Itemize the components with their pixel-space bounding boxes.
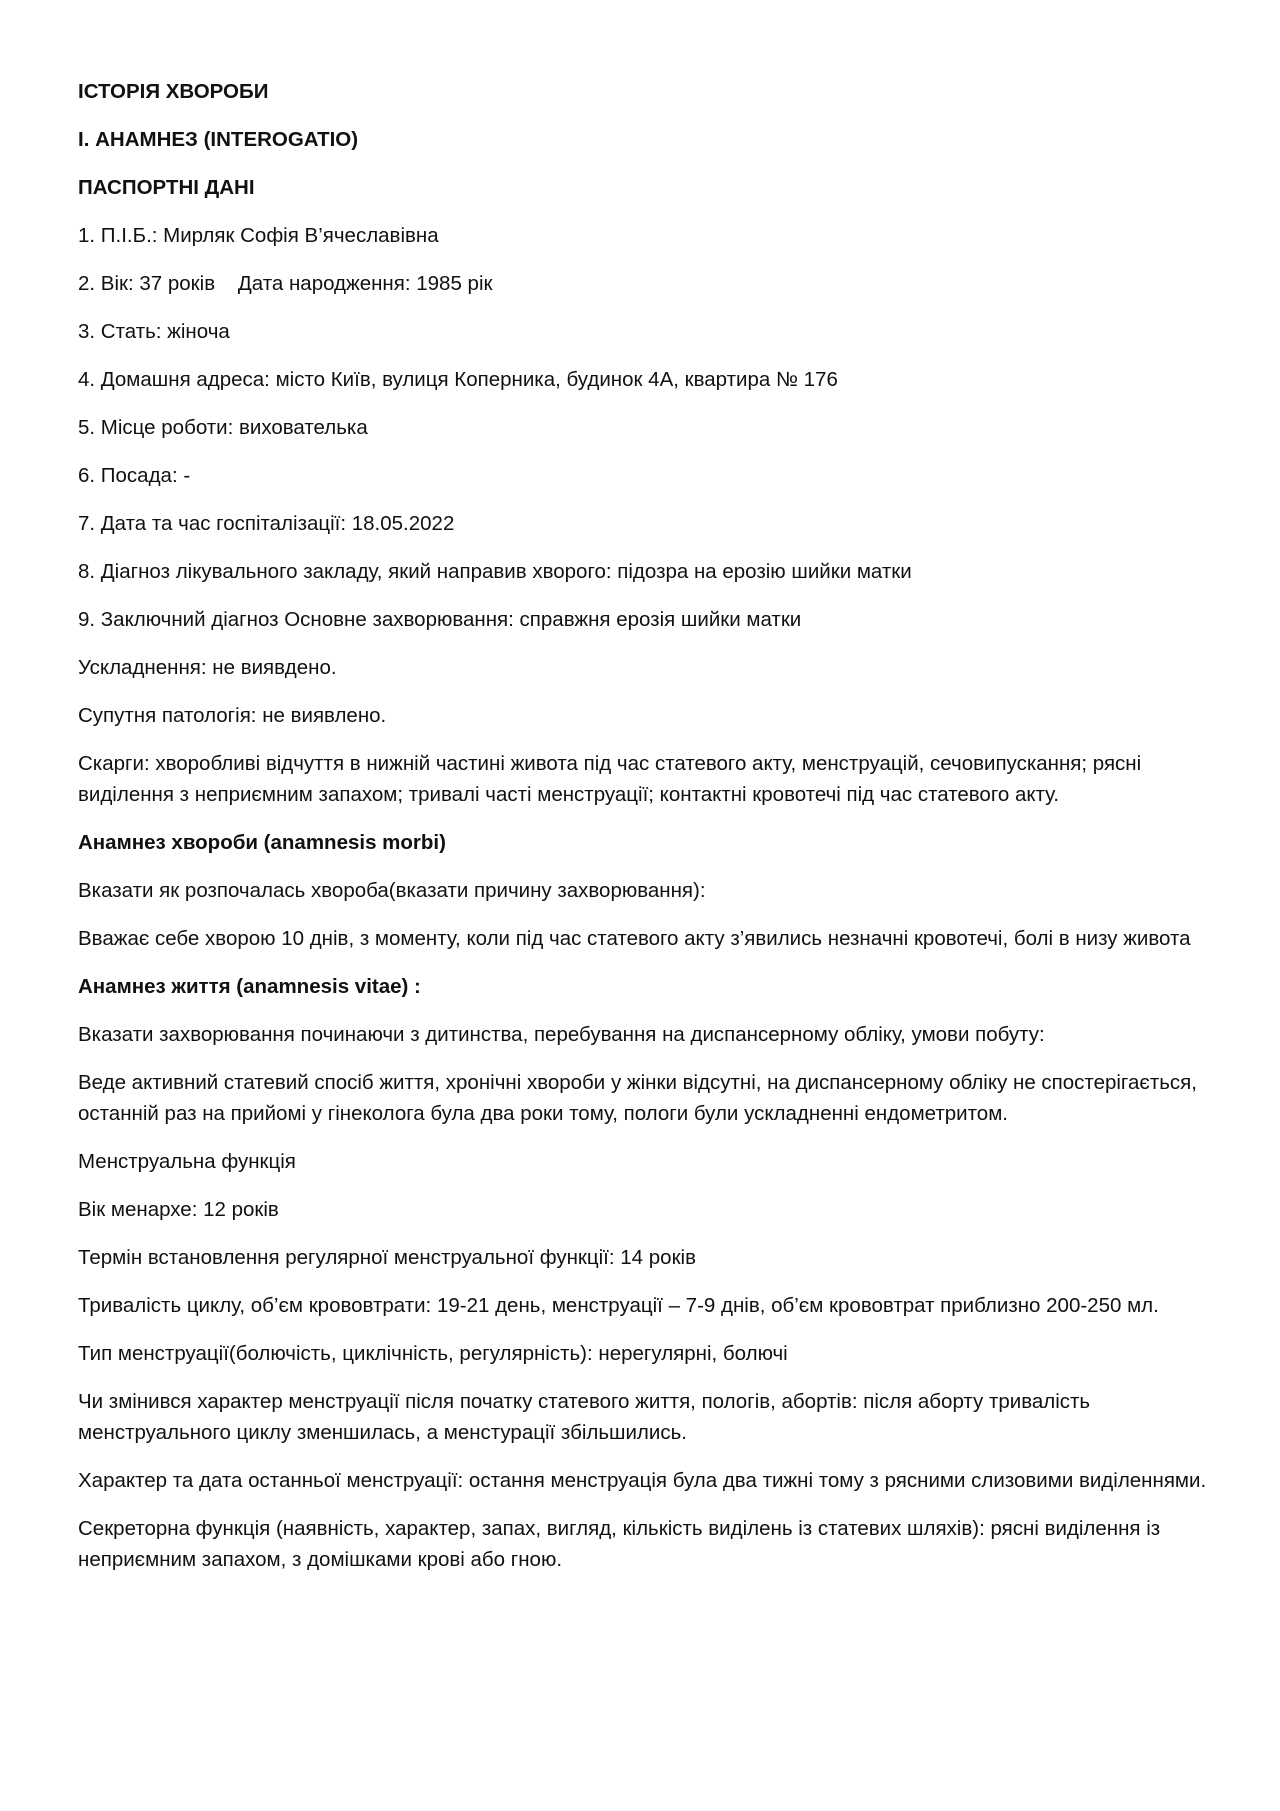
field-age-dob: 2. Вік: 37 років Дата народження: 1985 рік [78,272,493,295]
morbi-prompt: Вказати як розпочалась хвороба(вказати причину захворювання): [78,879,706,902]
vitae-prompt: Вказати захворювання починаючи з дитинства, перебування на диспансерному обліку, умови побуту: [78,1023,1045,1046]
field-admission: 7. Дата та час госпіталізації: 18.05.2022 [78,512,455,535]
menstrual-last: Характер та дата останньої менструації: остання менструація була два тижні тому з рясними слизовими виділеннями. [78,1469,1207,1492]
field-address: 4. Домашня адреса: місто Київ, вулиця Коперника, будинок 4А, квартира № 176 [78,368,838,391]
menstrual-cycle: Тривалість циклу, об’єм крововтрати: 19-21 день, менструації – 7-9 днів, об’єм крововтрат приблизно 200-250 мл. [78,1294,1159,1317]
field-name: 1. П.І.Б.: Мирляк Софія В’ячеславівна [78,224,439,247]
field-workplace: 5. Місце роботи: вихователька [78,416,368,439]
field-complications: Ускладнення: не виявдено. [78,656,337,679]
vitae-heading: Анамнез життя (anamnesis vitae) : [78,975,421,998]
field-comorbidity: Супутня патологія: не виявлено. [78,704,387,727]
vitae-text: Веде активний статевий спосіб життя, хронічні хвороби у жінки відсутні, на диспансерному обліку не спостерігається, останній раз на прийомі у гінеколога була два роки тому, пологи були ускладненні ендометритом. [78,1071,1203,1125]
secretory-function: Секреторна функція (наявність, характер, запах, вигляд, кількість виділень із статевих шляхів): рясні виділення із неприємним запахом, з домішками крові або гною. [78,1517,1166,1571]
passport-data-heading: ПАСПОРТНІ ДАНІ [78,176,255,199]
field-referral-diagnosis: 8. Діагноз лікувального закладу, який направив хворого: підозра на ерозію шийки матки [78,560,912,583]
field-sex: 3. Стать: жіноча [78,320,230,343]
menstrual-menarche: Вік менархе: 12 років [78,1198,279,1221]
morbi-heading: Анамнез хвороби (anamnesis morbi) [78,831,446,854]
menstrual-regular-onset: Термін встановлення регулярної менструальної функції: 14 років [78,1246,696,1269]
menstrual-change: Чи змінився характер менструації після початку статевого життя, пологів, абортів: після аборту тривалість менструального циклу зменшилась, а менстурації збільшились. [78,1390,1096,1444]
section-heading-anamnesis: І. АНАМНЕЗ (INTEROGATIO) [78,128,359,151]
field-complaints: Скарги: хворобливі відчуття в нижній частині живота під час статевого акту, менструацій, сечовипускання; рясні виділення з неприємним запахом; тривалі часті менструації; контактні кровотечі під час статевого акту. [78,752,1147,806]
menstrual-type: Тип менструації(болючість, циклічність, регулярність): нерегулярні, болючі [78,1342,788,1365]
field-position: 6. Посада: - [78,464,191,487]
field-final-diagnosis: 9. Заключний діагноз Основне захворювання: справжня ерозія шийки матки [78,608,802,631]
document-title: ІСТОРІЯ ХВОРОБИ [78,80,269,103]
morbi-text: Вважає себе хворою 10 днів, з моменту, коли під час статевого акту з’явились незначні кровотечі, болі в низу живота [78,927,1191,950]
menstrual-heading: Менструальна функція [78,1150,296,1173]
document-page [78,76,1208,1592]
